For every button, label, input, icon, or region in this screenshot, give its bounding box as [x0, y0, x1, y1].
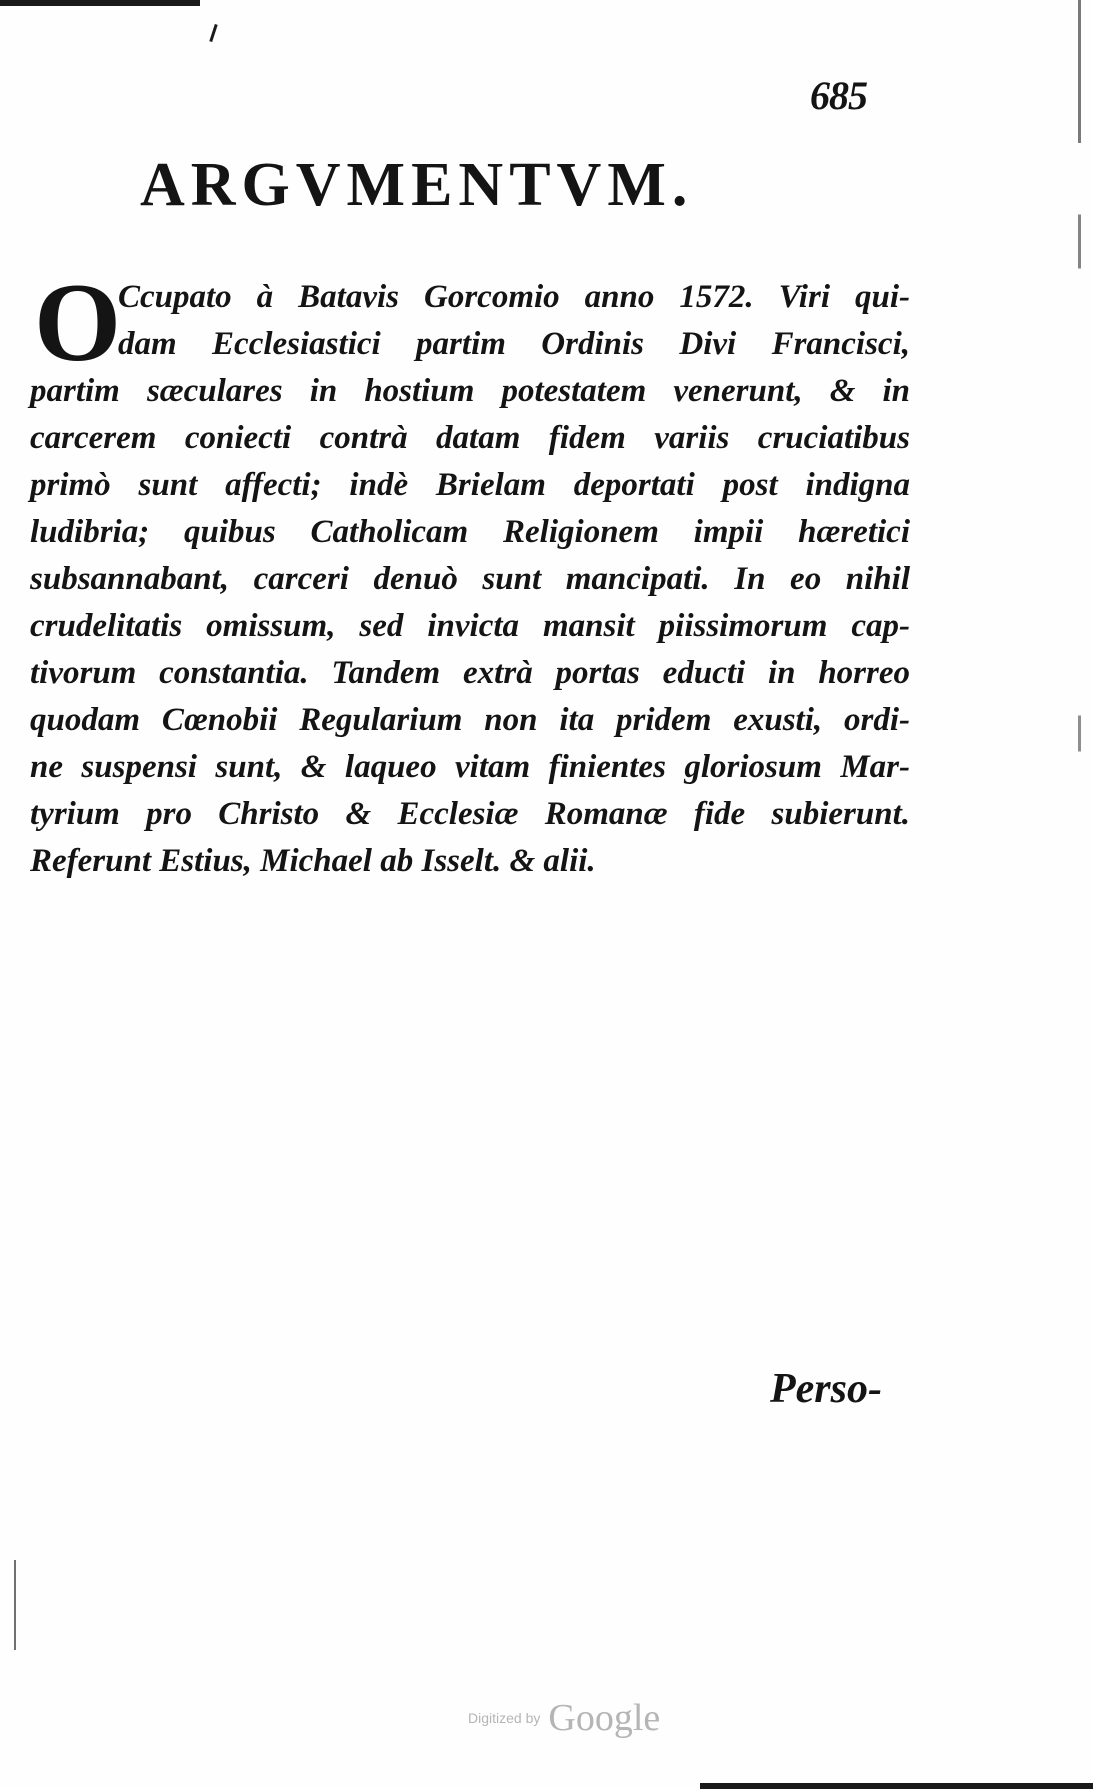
text-line: tivorum constantia. Tandem extrà portas educti in horreo — [30, 655, 910, 691]
scan-edge-left — [14, 1560, 16, 1650]
text-line: partim sæculares in hostium potestatem venerunt, & in — [30, 373, 910, 409]
text-line: quodam Cœnobii Regularium non ita pridem exusti, ordi- — [30, 702, 910, 738]
text-line: ludibria; quibus Catholicam Religionem impii hæretici — [30, 514, 910, 550]
text-line: subsannabant, carceri denuò sunt mancipati. In eo nihil — [30, 561, 910, 597]
text-line: dam Ecclesiastici partim Ordinis Divi Francisci, — [118, 326, 910, 362]
text-line: carcerem coniecti contrà datam fidem variis cruciatibus — [30, 420, 910, 456]
text-line: primò sunt affecti; indè Brielam deportati post indigna — [30, 467, 910, 503]
catchword: Perso- — [770, 1366, 882, 1412]
scan-edge-right — [1078, 0, 1081, 1789]
text-line: Ccupato à Batavis Gorcomio anno 1572. Viri qui- — [118, 279, 910, 315]
text-line: ne suspensi sunt, & laqueo vitam finientes gloriosum Mar- — [30, 749, 910, 785]
section-heading: ARGVMENTVM. — [140, 151, 694, 219]
ink-mark — [209, 24, 217, 42]
drop-cap: O — [34, 261, 122, 385]
text-line: crudelitatis omissum, sed invicta mansit piissimorum cap- — [30, 608, 910, 644]
digitization-watermark — [468, 1696, 660, 1740]
watermark-brand: Google — [548, 1697, 661, 1739]
page-number: 685 — [810, 73, 867, 118]
text-line: tyrium pro Christo & Ecclesiæ Romanæ fide subierunt. — [30, 796, 910, 832]
scan-edge-top — [0, 0, 200, 6]
watermark-prefix: Digitized by — [468, 1710, 541, 1726]
text-line: Referunt Estius, Michael ab Isselt. & alii. — [30, 843, 596, 879]
scan-edge-bottom — [700, 1783, 1093, 1789]
